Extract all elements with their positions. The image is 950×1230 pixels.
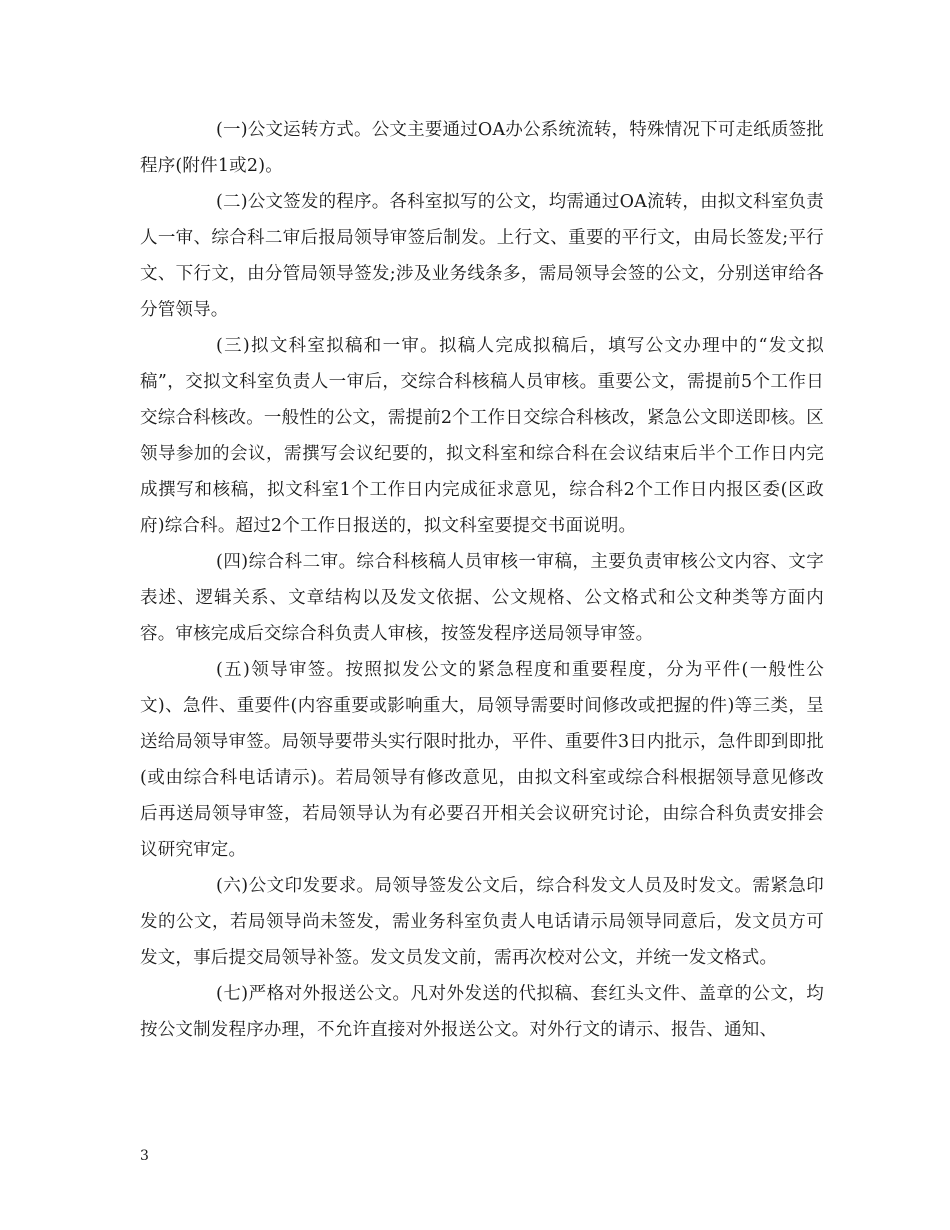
paragraph-1: (一)公文运转方式。公文主要通过OA办公系统流转，特殊情况下可走纸质签批程序(附件1或2)。 xyxy=(140,120,824,176)
document-body xyxy=(140,112,824,1048)
paragraph-2: (二)公文签发的程序。各科室拟写的公文，均需通过OA流转，由拟文科室负责人一审、综合科二审后报局领导审签后制发。上行文、重要的平行文，由局长签发;平行文、下行文，由分管局领导签发;涉及业务线条多，需局领导会签的公文，分别送审给各分管领导。 xyxy=(140,192,824,320)
paragraph-5: (五)领导审签。按照拟发公文的紧急程度和重要程度，分为平件(一般性公文)、急件、重要件(内容重要或影响重大，局领导需要时间修改或把握的件)等三类，呈送给局领导审签。局领导要带头实行限时批办，平件、重要件3日内批示，急件即到即批(或由综合科电话请示)。若局领导有修改意见，由拟文科室或综合科根据领导意见修改后再送局领导审签，若局领导认为有必要召开相关会议研究讨论，由综合科负责安排会议研究审定。 xyxy=(140,660,824,860)
page-number: 3 xyxy=(140,1148,149,1164)
paragraph-4: (四)综合科二审。综合科核稿人员审核一审稿，主要负责审核公文内容、文字表述、逻辑关系、文章结构以及发文依据、公文规格、公文格式和公文种类等方面内容。审核完成后交综合科负责人审核，按签发程序送局领导审签。 xyxy=(140,552,824,644)
paragraph-3: (三)拟文科室拟稿和一审。拟稿人完成拟稿后，填写公文办理中的“发文拟稿”，交拟文科室负责人一审后，交综合科核稿人员审核。重要公文，需提前5个工作日交综合科核改。一般性的公文，需提前2个工作日交综合科核改，紧急公文即送即核。区领导参加的会议，需撰写会议纪要的，拟文科室和综合科在会议结束后半个工作日内完成撰写和核稿，拟文科室1个工作日内完成征求意见，综合科2个工作日内报区委(区政府)综合科。超过2个工作日报送的，拟文科室要提交书面说明。 xyxy=(140,336,824,536)
paragraph-6: (六)公文印发要求。局领导签发公文后，综合科发文人员及时发文。需紧急印发的公文，若局领导尚未签发，需业务科室负责人电话请示局领导同意后，发文员方可发文，事后提交局领导补签。发文员发文前，需再次校对公文，并统一发文格式。 xyxy=(140,876,824,968)
paragraph-7: (七)严格对外报送公文。凡对外发送的代拟稿、套红头文件、盖章的公文，均按公文制发程序办理，不允许直接对外报送公文。对外行文的请示、报告、通知、 xyxy=(140,984,824,1040)
